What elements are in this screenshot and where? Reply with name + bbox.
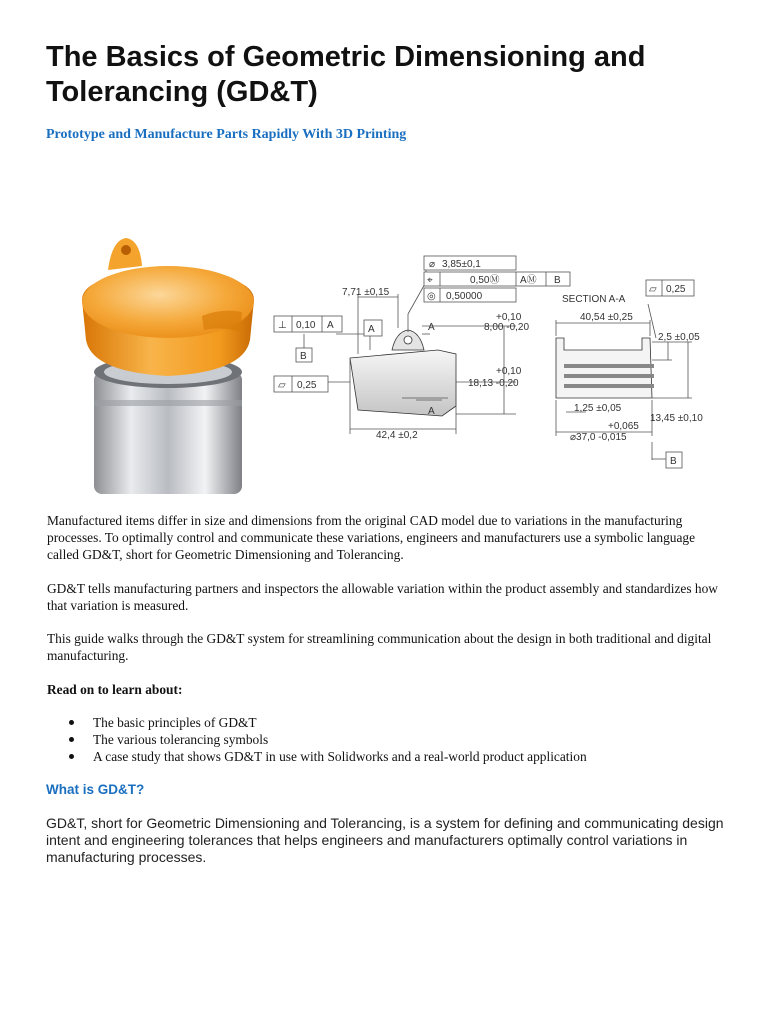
read-on-heading: Read on to learn about: (47, 682, 183, 697)
bullet-dot (69, 754, 74, 759)
diameter-symbol: ⌀ (429, 259, 436, 270)
flatness-symbol-left: ▱ (278, 380, 286, 391)
gdt-figure-svg (46, 222, 736, 502)
dim-height-a-top: +0,10 (496, 312, 522, 323)
section-heading: What is GD&T? (46, 782, 145, 797)
perpendicular-symbol: ⊥ (278, 320, 287, 331)
prototype-link[interactable]: Prototype and Manufacture Parts Rapidly With 3D Printing (46, 127, 407, 142)
datum-a-label: A (368, 324, 375, 335)
dim-width-overall: 42,4 ±0,2 (376, 430, 418, 441)
frame-diameter-top (424, 256, 516, 270)
frame-position (424, 272, 570, 286)
section-paragraph: GD&T, short for Geometric Dimensioning and Tolerancing, is a system for defining and communicating design intent and engineering tolerances that helps engineers and manufacturers optimally control variations in manufacturing processes. (46, 815, 724, 865)
list-item-text: The basic principles of GD&T (93, 715, 257, 730)
frame-concentric-value: 0,50000 (446, 291, 483, 302)
topics-list (47, 714, 587, 765)
dim-height-b-base: 18,13 -0,20 (468, 378, 519, 389)
frame-flatness-left (274, 376, 328, 392)
gdt-figure (46, 222, 736, 502)
article-title: The Basics of Geometric Dimensioning and Tolerancing (GD&T) (46, 41, 646, 108)
frame-perp-datum: A (327, 320, 334, 331)
cap-photo (82, 238, 254, 494)
list-item-text: The various tolerancing symbols (93, 732, 269, 747)
frame-concentric (424, 288, 516, 302)
section-cut-bottom: A (428, 406, 435, 417)
dim-height-a-base: 8,00 -0,20 (484, 322, 530, 333)
frame-diameter-value: 3,85±0,1 (442, 259, 481, 270)
frame-flat-right-value: 0,25 (666, 284, 686, 295)
section-a-a-label: SECTION A-A (562, 294, 626, 305)
dim-right-step: 2,5 ±0,05 (658, 332, 700, 343)
dim-diameter-base: ⌀37,0 -0,015 (570, 432, 627, 443)
dim-top-width: 40,54 ±0,25 (580, 312, 633, 323)
position-symbol: ⌖ (427, 275, 433, 286)
dim-top-offset: 7,71 ±0,15 (342, 287, 390, 298)
datum-b-right-label: B (670, 456, 677, 467)
concentric-symbol: ◎ (427, 291, 436, 302)
list-item (47, 748, 587, 765)
frame-perpendicular (274, 316, 342, 332)
list-item-text: A case study that shows GD&T in use with Solidworks and a real-world product application (93, 749, 587, 764)
section-cut-top: A (428, 322, 435, 333)
datum-b-left (296, 348, 312, 362)
intro-paragraph-3: This guide walks through the GD&T system for streamlining communication about the design in both traditional and digital manufacturing. (47, 631, 712, 663)
dim-diameter-top: +0,065 (608, 421, 639, 432)
flatness-symbol-right: ▱ (649, 284, 657, 295)
frame-position-datum2: B (554, 275, 561, 286)
dim-bottom-inner: 1,25 ±0,05 (574, 403, 622, 414)
datum-a-box (364, 320, 382, 336)
bullet-dot (69, 737, 74, 742)
list-item (47, 714, 587, 731)
frame-position-datum1: AⓂ (520, 275, 537, 286)
list-item (47, 731, 587, 748)
frame-perp-value: 0,10 (296, 320, 316, 331)
bullet-dot (69, 720, 74, 725)
frame-flat-left-value: 0,25 (297, 380, 317, 391)
dim-right-height: 13,45 ±0,10 (650, 413, 703, 424)
dim-height-b-top: +0,10 (496, 366, 522, 377)
intro-paragraph-1: Manufactured items differ in size and dimensions from the original CAD model due to variations in the manufacturing processes. To optimally control and communicate these variations, engineers and manufacturers use a symbolic language called GD&T, short for Geometric Dimensioning and Tolerancing. (47, 513, 696, 562)
datum-b-left-label: B (300, 351, 307, 362)
frame-position-value: 0,50Ⓜ (470, 275, 500, 286)
datum-b-right (666, 452, 682, 468)
frame-flatness-right (646, 280, 694, 296)
intro-paragraph-2: GD&T tells manufacturing partners and inspectors the allowable variation within the product assembly and standardizes how that variation is measured. (47, 581, 718, 613)
